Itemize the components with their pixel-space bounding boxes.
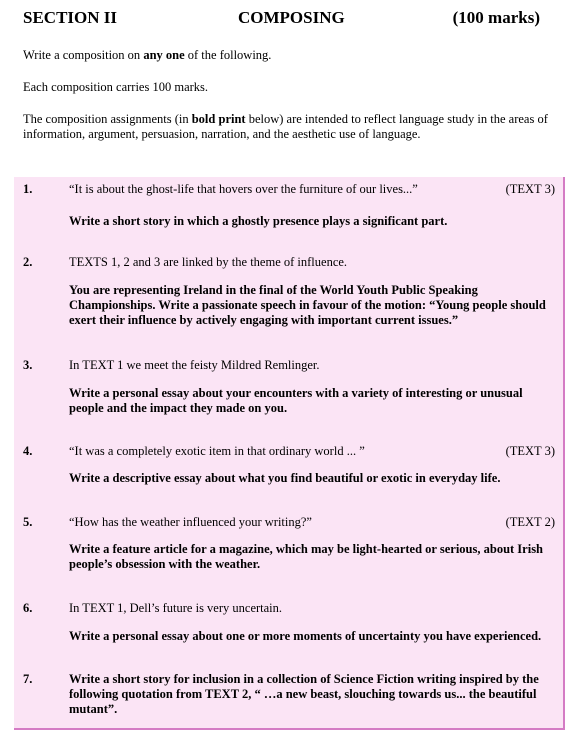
option-number: 7. bbox=[23, 672, 33, 686]
option-prompt: TEXTS 1, 2 and 3 are linked by the theme of influence. bbox=[69, 255, 348, 269]
section-title: COMPOSING bbox=[238, 8, 345, 27]
option-task: Write a short story in which a ghostly presence plays a significant part. bbox=[69, 214, 448, 228]
option-task: Write a personal essay about one or more moments of uncertainty you have experienced. bbox=[69, 629, 542, 643]
option-prompt: In TEXT 1, Dell’s future is very uncertain. bbox=[69, 601, 283, 615]
option-task: Write a feature article for a magazine, which may be light-hearted or serious, about Irish people’s obsession with the weather. bbox=[69, 542, 544, 571]
instruction-marks: Each composition carries 100 marks. bbox=[23, 80, 209, 94]
option-text-reference: (TEXT 3) bbox=[505, 182, 555, 196]
option-number: 3. bbox=[23, 358, 33, 372]
option-text-reference: (TEXT 2) bbox=[505, 515, 555, 529]
option-number: 1. bbox=[23, 182, 33, 196]
option-text-reference: (TEXT 3) bbox=[505, 444, 555, 458]
instruction-purpose: The composition assignments (in bold print below) are intended to reflect language study in the areas of information, argument, persuasion, narration, and the aesthetic use of language. bbox=[23, 112, 548, 141]
option-prompt: “How has the weather influenced your writing?” bbox=[69, 515, 312, 529]
option-task: Write a descriptive essay about what you find beautiful or exotic in everyday life. bbox=[69, 471, 501, 485]
instructions bbox=[23, 48, 560, 159]
option-task: Write a short story for inclusion in a collection of Science Fiction writing inspired by the following quotation from TEXT 2, “ …a new beast, slouching towards us... the beautiful mutant”. bbox=[69, 672, 539, 716]
option-number: 6. bbox=[23, 601, 33, 615]
option-number: 5. bbox=[23, 515, 33, 529]
option-prompt: In TEXT 1 we meet the feisty Mildred Remlinger. bbox=[69, 358, 320, 372]
instruction-choose: Write a composition on any one of the following. bbox=[23, 48, 272, 62]
section-header bbox=[23, 8, 540, 30]
option-task: You are representing Ireland in the final of the World Youth Public Speaking Championships. Write a passionate speech in favour of the motion: “Young people should exert their influence by actively engaging with important current issues.” bbox=[69, 283, 546, 327]
option-number: 2. bbox=[23, 255, 33, 269]
option-prompt: “It was a completely exotic item in that ordinary world ... ” bbox=[69, 444, 365, 458]
section-label: SECTION II bbox=[23, 8, 118, 27]
section-marks: (100 marks) bbox=[452, 8, 540, 27]
option-task: Write a personal essay about your encounters with a variety of interesting or unusual people and the impact they made on you. bbox=[69, 386, 523, 415]
composition-options-box bbox=[14, 177, 565, 730]
option-number: 4. bbox=[23, 444, 33, 458]
option-prompt: “It is about the ghost-life that hovers over the furniture of our lives...” bbox=[69, 182, 418, 196]
